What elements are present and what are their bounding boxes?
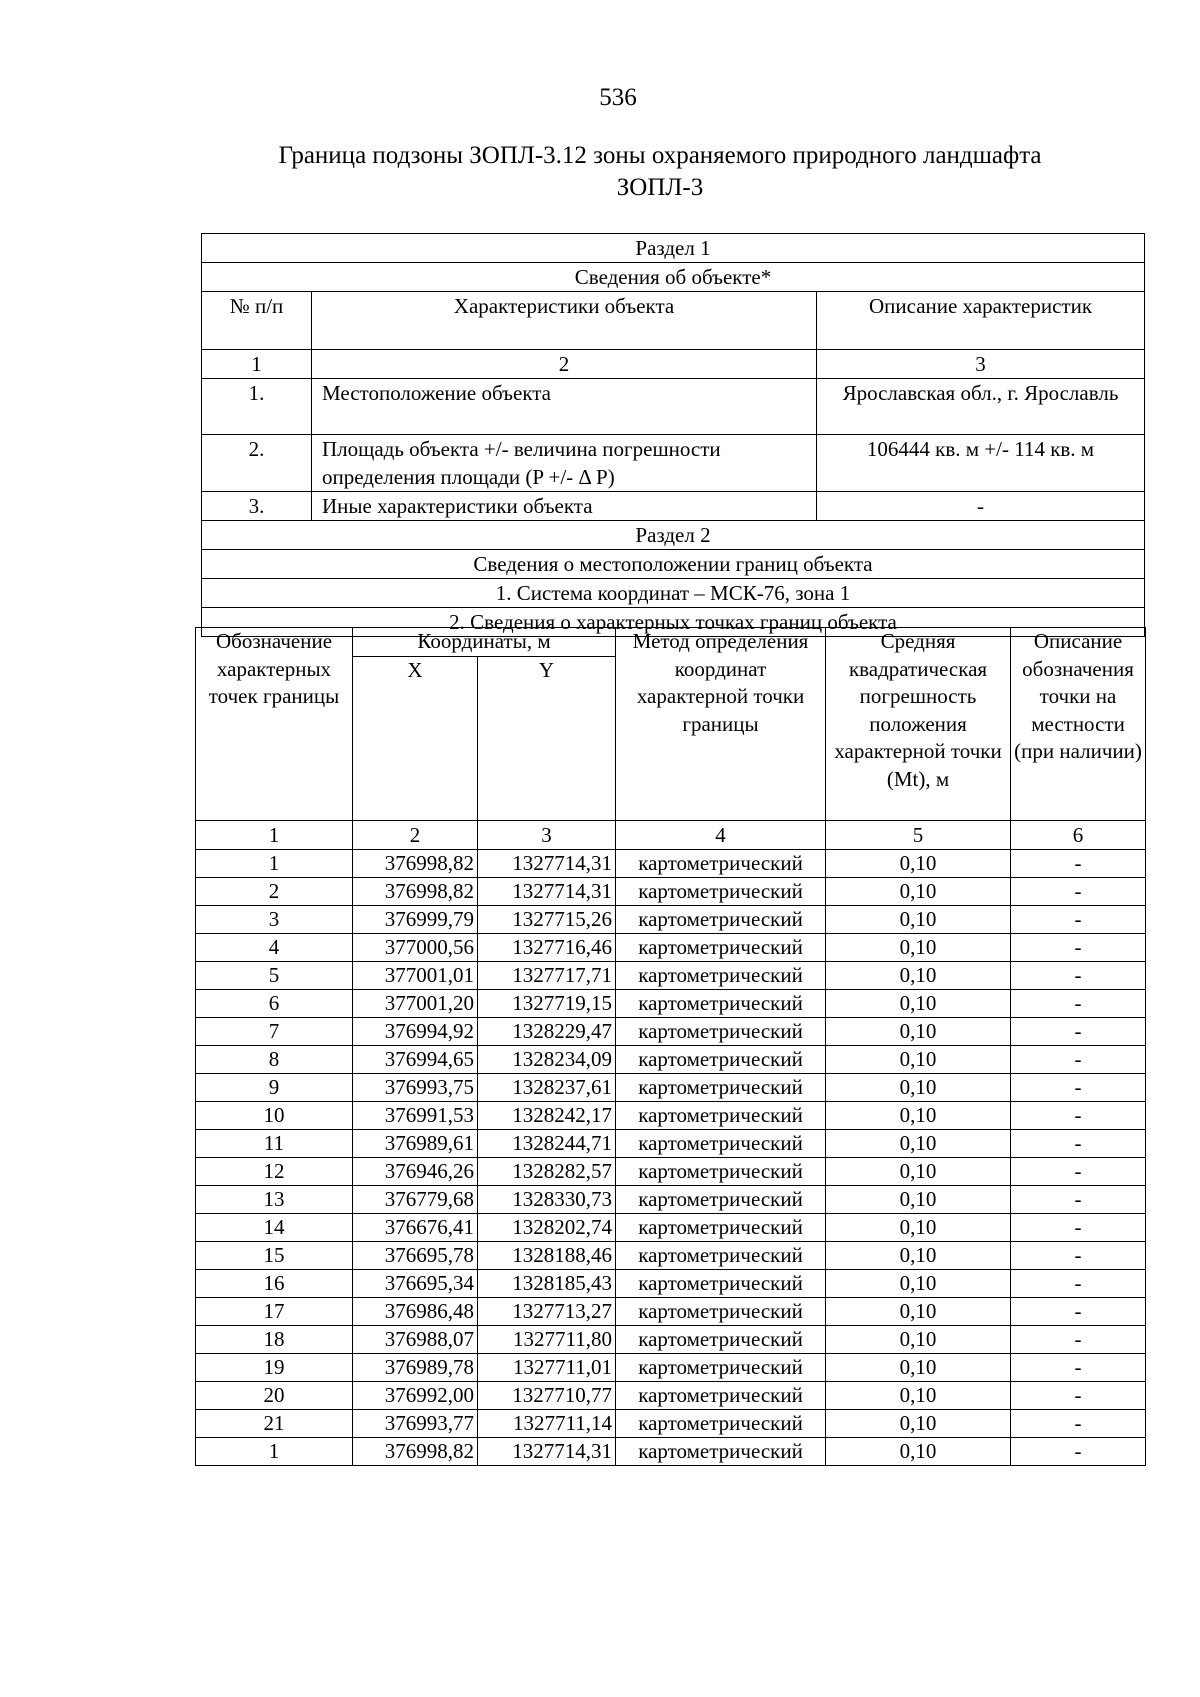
y-cell: 1327714,31 (478, 1437, 616, 1465)
description-cell: - (1011, 1017, 1146, 1045)
point-cell: 10 (196, 1101, 353, 1129)
x-cell: 377000,56 (353, 933, 478, 961)
error-cell: 0,10 (826, 961, 1011, 989)
description-cell: - (1011, 1045, 1146, 1073)
col-number: 6 (1011, 820, 1146, 849)
error-cell: 0,10 (826, 849, 1011, 877)
description-cell: - (1011, 1073, 1146, 1101)
point-cell: 18 (196, 1325, 353, 1353)
coord-system: 1. Система координат – МСК-76, зона 1 (202, 579, 1145, 608)
col-header-description: Описание обозначения точки на местности (при наличии) (1011, 628, 1146, 821)
table-row (196, 1437, 1146, 1465)
method-cell: картометрический (616, 1381, 826, 1409)
table-row (196, 1129, 1146, 1157)
table-row (196, 1409, 1146, 1437)
x-cell: 376988,07 (353, 1325, 478, 1353)
section1-subheading: Сведения об объекте* (202, 263, 1145, 292)
row-num: 3. (202, 492, 312, 521)
point-cell: 1 (196, 1437, 353, 1465)
point-cell: 14 (196, 1213, 353, 1241)
table-row (196, 1353, 1146, 1381)
y-cell: 1327717,71 (478, 961, 616, 989)
method-cell: картометрический (616, 1185, 826, 1213)
row-description: - (817, 492, 1145, 521)
x-cell: 376779,68 (353, 1185, 478, 1213)
table-row (196, 1269, 1146, 1297)
error-cell: 0,10 (826, 1045, 1011, 1073)
x-cell: 376998,82 (353, 877, 478, 905)
section2-heading: Раздел 2 (202, 521, 1145, 550)
page-number: 536 (599, 84, 637, 111)
x-cell: 376991,53 (353, 1101, 478, 1129)
boundary-points-table (195, 627, 1146, 1466)
x-cell: 376994,65 (353, 1045, 478, 1073)
description-cell: - (1011, 1409, 1146, 1437)
col-header-num: № п/п (202, 292, 312, 350)
x-cell: 376946,26 (353, 1157, 478, 1185)
description-cell: - (1011, 1325, 1146, 1353)
y-cell: 1328242,17 (478, 1101, 616, 1129)
section1-heading: Раздел 1 (202, 234, 1145, 263)
table-row (196, 961, 1146, 989)
y-cell: 1327710,77 (478, 1381, 616, 1409)
table-row (202, 435, 1145, 492)
point-cell: 8 (196, 1045, 353, 1073)
error-cell: 0,10 (826, 905, 1011, 933)
method-cell: картометрический (616, 905, 826, 933)
method-cell: картометрический (616, 1017, 826, 1045)
method-cell: картометрический (616, 1129, 826, 1157)
col-header-coords: Координаты, м (353, 628, 616, 657)
point-cell: 17 (196, 1297, 353, 1325)
y-cell: 1327714,31 (478, 877, 616, 905)
col-number: 5 (826, 820, 1011, 849)
row-description: 106444 кв. м +/- 114 кв. м (817, 435, 1145, 492)
point-cell: 9 (196, 1073, 353, 1101)
x-cell: 377001,20 (353, 989, 478, 1017)
x-cell: 376986,48 (353, 1297, 478, 1325)
row-characteristic: Площадь объекта +/- величина погрешности определения площади (P +/- Δ P) (312, 435, 817, 492)
error-cell: 0,10 (826, 1409, 1011, 1437)
error-cell: 0,10 (826, 989, 1011, 1017)
col-number: 2 (312, 350, 817, 379)
point-cell: 5 (196, 961, 353, 989)
method-cell: картометрический (616, 1157, 826, 1185)
y-cell: 1327711,14 (478, 1409, 616, 1437)
description-cell: - (1011, 1185, 1146, 1213)
x-cell: 376993,75 (353, 1073, 478, 1101)
row-num: 1. (202, 379, 312, 435)
method-cell: картометрический (616, 1241, 826, 1269)
y-cell: 1328244,71 (478, 1129, 616, 1157)
y-cell: 1327713,27 (478, 1297, 616, 1325)
error-cell: 0,10 (826, 1297, 1011, 1325)
description-cell: - (1011, 1213, 1146, 1241)
col-number: 4 (616, 820, 826, 849)
x-cell: 376989,78 (353, 1353, 478, 1381)
point-cell: 16 (196, 1269, 353, 1297)
col-header-point: Обозначение характерных точек границы (196, 628, 353, 821)
y-cell: 1328229,47 (478, 1017, 616, 1045)
error-cell: 0,10 (826, 1129, 1011, 1157)
row-characteristic: Местоположение объекта (312, 379, 817, 435)
document-title (200, 140, 1120, 204)
col-header-y: Y (478, 656, 616, 820)
col-number: 3 (817, 350, 1145, 379)
x-cell: 377001,01 (353, 961, 478, 989)
col-number: 2 (353, 820, 478, 849)
method-cell: картометрический (616, 989, 826, 1017)
method-cell: картометрический (616, 849, 826, 877)
point-cell: 19 (196, 1353, 353, 1381)
point-cell: 21 (196, 1409, 353, 1437)
table-row (196, 1213, 1146, 1241)
table-row (196, 933, 1146, 961)
description-cell: - (1011, 877, 1146, 905)
x-cell: 376695,34 (353, 1269, 478, 1297)
points-heading: 2. Сведения о характерных точках границ объекта (202, 608, 1145, 637)
description-cell: - (1011, 1269, 1146, 1297)
point-cell: 20 (196, 1381, 353, 1409)
y-cell: 1327719,15 (478, 989, 616, 1017)
title-line-2: ЗОПЛ-3 (616, 174, 704, 201)
description-cell: - (1011, 1101, 1146, 1129)
y-cell: 1328237,61 (478, 1073, 616, 1101)
point-cell: 13 (196, 1185, 353, 1213)
description-cell: - (1011, 1437, 1146, 1465)
y-cell: 1328282,57 (478, 1157, 616, 1185)
error-cell: 0,10 (826, 1381, 1011, 1409)
point-cell: 7 (196, 1017, 353, 1045)
x-cell: 376992,00 (353, 1381, 478, 1409)
col-header-method: Метод определения координат характерной точки границы (616, 628, 826, 821)
col-number: 3 (478, 820, 616, 849)
row-description: Ярославская обл., г. Ярославль (817, 379, 1145, 435)
row-characteristic: Иные характеристики объекта (312, 492, 817, 521)
method-cell: картометрический (616, 877, 826, 905)
error-cell: 0,10 (826, 877, 1011, 905)
table-row (196, 849, 1146, 877)
error-cell: 0,10 (826, 1269, 1011, 1297)
table-row (196, 1073, 1146, 1101)
col-number: 1 (196, 820, 353, 849)
error-cell: 0,10 (826, 1241, 1011, 1269)
point-cell: 15 (196, 1241, 353, 1269)
description-cell: - (1011, 1157, 1146, 1185)
table-row (196, 1157, 1146, 1185)
method-cell: картометрический (616, 1213, 826, 1241)
method-cell: картометрический (616, 933, 826, 961)
row-num: 2. (202, 435, 312, 492)
table-row (196, 1241, 1146, 1269)
x-cell: 376989,61 (353, 1129, 478, 1157)
description-cell: - (1011, 1241, 1146, 1269)
description-cell: - (1011, 1353, 1146, 1381)
table-row (196, 905, 1146, 933)
col-number: 1 (202, 350, 312, 379)
description-cell: - (1011, 989, 1146, 1017)
object-info-table (201, 233, 1145, 637)
description-cell: - (1011, 933, 1146, 961)
x-cell: 376695,78 (353, 1241, 478, 1269)
error-cell: 0,10 (826, 1437, 1011, 1465)
y-cell: 1327714,31 (478, 849, 616, 877)
description-cell: - (1011, 1381, 1146, 1409)
method-cell: картометрический (616, 1297, 826, 1325)
error-cell: 0,10 (826, 1325, 1011, 1353)
method-cell: картометрический (616, 1353, 826, 1381)
point-cell: 6 (196, 989, 353, 1017)
table-row (196, 1325, 1146, 1353)
point-cell: 2 (196, 877, 353, 905)
table-row (202, 379, 1145, 435)
table-row (196, 1381, 1146, 1409)
table-row (196, 1045, 1146, 1073)
col-header-x: X (353, 656, 478, 820)
error-cell: 0,10 (826, 1101, 1011, 1129)
x-cell: 376994,92 (353, 1017, 478, 1045)
y-cell: 1327711,01 (478, 1353, 616, 1381)
table-row (196, 989, 1146, 1017)
y-cell: 1328202,74 (478, 1213, 616, 1241)
y-cell: 1328188,46 (478, 1241, 616, 1269)
x-cell: 376676,41 (353, 1213, 478, 1241)
method-cell: картометрический (616, 1045, 826, 1073)
table-row (196, 877, 1146, 905)
point-cell: 3 (196, 905, 353, 933)
point-cell: 4 (196, 933, 353, 961)
y-cell: 1328185,43 (478, 1269, 616, 1297)
error-cell: 0,10 (826, 1185, 1011, 1213)
y-cell: 1327716,46 (478, 933, 616, 961)
method-cell: картометрический (616, 1269, 826, 1297)
method-cell: картометрический (616, 1409, 826, 1437)
table-row (196, 1017, 1146, 1045)
method-cell: картометрический (616, 1073, 826, 1101)
table-row (196, 1185, 1146, 1213)
y-cell: 1328330,73 (478, 1185, 616, 1213)
point-cell: 1 (196, 849, 353, 877)
col-header-description: Описание характеристик (817, 292, 1145, 350)
col-header-characteristic: Характеристики объекта (312, 292, 817, 350)
section2-subheading: Сведения о местоположении границ объекта (202, 550, 1145, 579)
error-cell: 0,10 (826, 1213, 1011, 1241)
table-row (196, 1297, 1146, 1325)
x-cell: 376998,82 (353, 849, 478, 877)
x-cell: 376998,82 (353, 1437, 478, 1465)
error-cell: 0,10 (826, 1073, 1011, 1101)
table-row (202, 492, 1145, 521)
error-cell: 0,10 (826, 1017, 1011, 1045)
method-cell: картометрический (616, 1437, 826, 1465)
error-cell: 0,10 (826, 933, 1011, 961)
description-cell: - (1011, 849, 1146, 877)
description-cell: - (1011, 961, 1146, 989)
description-cell: - (1011, 905, 1146, 933)
method-cell: картометрический (616, 961, 826, 989)
method-cell: картометрический (616, 1325, 826, 1353)
description-cell: - (1011, 1297, 1146, 1325)
y-cell: 1327711,80 (478, 1325, 616, 1353)
title-line-1: Граница подзоны ЗОПЛ-3.12 зоны охраняемого природного ландшафта (278, 142, 1042, 169)
description-cell: - (1011, 1129, 1146, 1157)
method-cell: картометрический (616, 1101, 826, 1129)
y-cell: 1327715,26 (478, 905, 616, 933)
y-cell: 1328234,09 (478, 1045, 616, 1073)
point-cell: 11 (196, 1129, 353, 1157)
table-row (196, 1101, 1146, 1129)
x-cell: 376993,77 (353, 1409, 478, 1437)
error-cell: 0,10 (826, 1157, 1011, 1185)
error-cell: 0,10 (826, 1353, 1011, 1381)
col-header-error: Средняя квадратическая погрешность положения характерной точки (Mt), м (826, 628, 1011, 821)
x-cell: 376999,79 (353, 905, 478, 933)
point-cell: 12 (196, 1157, 353, 1185)
